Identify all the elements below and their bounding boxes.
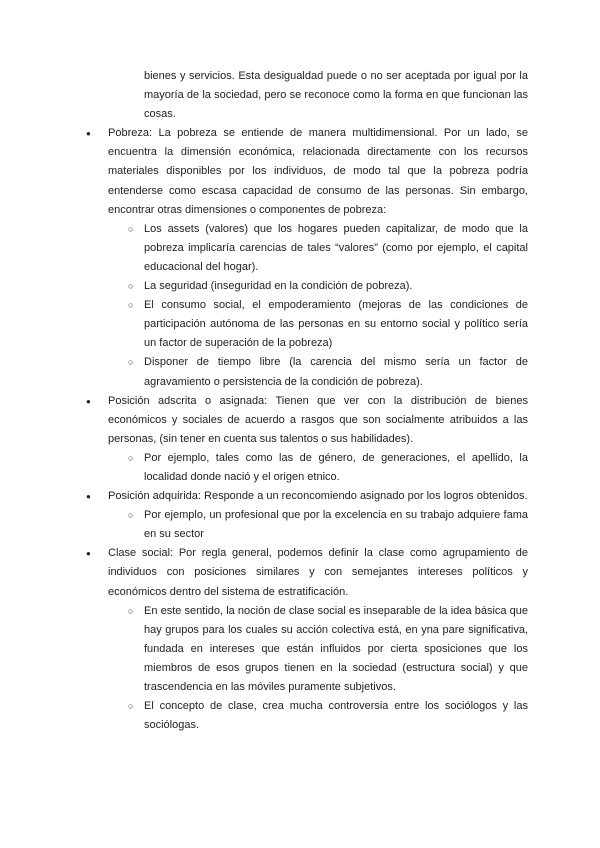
list-item-text: ● Posición adscrita o asignada: Tienen que ver con la distribución de bienes económicos y sociales de acuerdo a rasgos que son socialmente atribuidos a las personas, (sin tener en cuenta sus talentos o sus habilidades). xyxy=(108,394,528,445)
sub-list-item: ○ El consumo social, el empoderamiento (mejoras de las condiciones de participación autónoma de las personas en su entorno social y político sería un factor de superación de la pobreza) xyxy=(144,296,528,353)
document-body xyxy=(108,67,528,735)
list-item-pobreza xyxy=(108,124,528,391)
list-item-text: ● Posición adquirida: Responde a un reconcomiendo asignado por los logros obtenidos. xyxy=(108,490,528,503)
sub-list xyxy=(108,602,528,736)
sub-list-item: ○ Disponer de tiempo libre (la carencia del mismo sería un factor de agravamiento o persistencia de la condición de pobreza). xyxy=(144,353,528,391)
list-item-posicion-adquirida xyxy=(108,487,528,544)
sub-list-item: ○ En este sentido, la noción de clase social es inseparable de la idea básica que hay grupos para los cuales su acción colectiva está, en yna pare significativa, fundada en intereses que están influidos por cierta sposiciones que los miembros de esos grupos tienen en la sociedad (estructura social) y que trascendencia en las móviles puramente subjetivos. xyxy=(144,602,528,697)
bullet-list xyxy=(108,124,528,735)
sub-list xyxy=(108,449,528,487)
continuation-paragraph: bienes y servicios. Esta desigualdad puede o no ser aceptada por igual por la mayoría de la sociedad, pero se reconoce como la forma en que funcionan las cosas. xyxy=(144,70,528,121)
list-item-text: ● Pobreza: La pobreza se entiende de manera multidimensional. Por un lado, se encuentra la dimensión económica, relacionada directamente con los recursos materiales disponibles por los individuos, de modo tal que la pobreza podría entenderse como escasa capacidad de consumo de las personas. Sin embargo, encontrar otras dimensiones o componentes de pobreza: xyxy=(108,127,528,216)
sub-list-item: ○ Por ejemplo, un profesional que por la excelencia en su trabajo adquiere fama en su sector xyxy=(144,506,528,544)
sub-list-item: ○ Por ejemplo, tales como las de género, de generaciones, el apellido, la localidad donde nació y el origen etnico. xyxy=(144,449,528,487)
list-item-posicion-adscrita xyxy=(108,392,528,487)
sub-list xyxy=(108,220,528,392)
sub-list-item: ○ Los assets (valores) que los hogares pueden capitalizar, de modo que la pobreza implicaría carencias de tales “valores” (como por ejemplo, el capital educacional del hogar). xyxy=(144,220,528,277)
sub-list-item: ○ La seguridad (inseguridad en la condición de pobreza). xyxy=(144,277,528,296)
list-item-text: ● Clase social: Por regla general, podemos definir la clase como agrupamiento de individuos con posiciones similares y con semejantes intereses políticos y económicos dentro del sistema de estratificación. xyxy=(108,547,528,598)
list-item-clase-social xyxy=(108,544,528,735)
sub-list-item: ○ El concepto de clase, crea mucha controversia entre los sociólogos y las sociólogas. xyxy=(144,697,528,735)
sub-list xyxy=(108,506,528,544)
